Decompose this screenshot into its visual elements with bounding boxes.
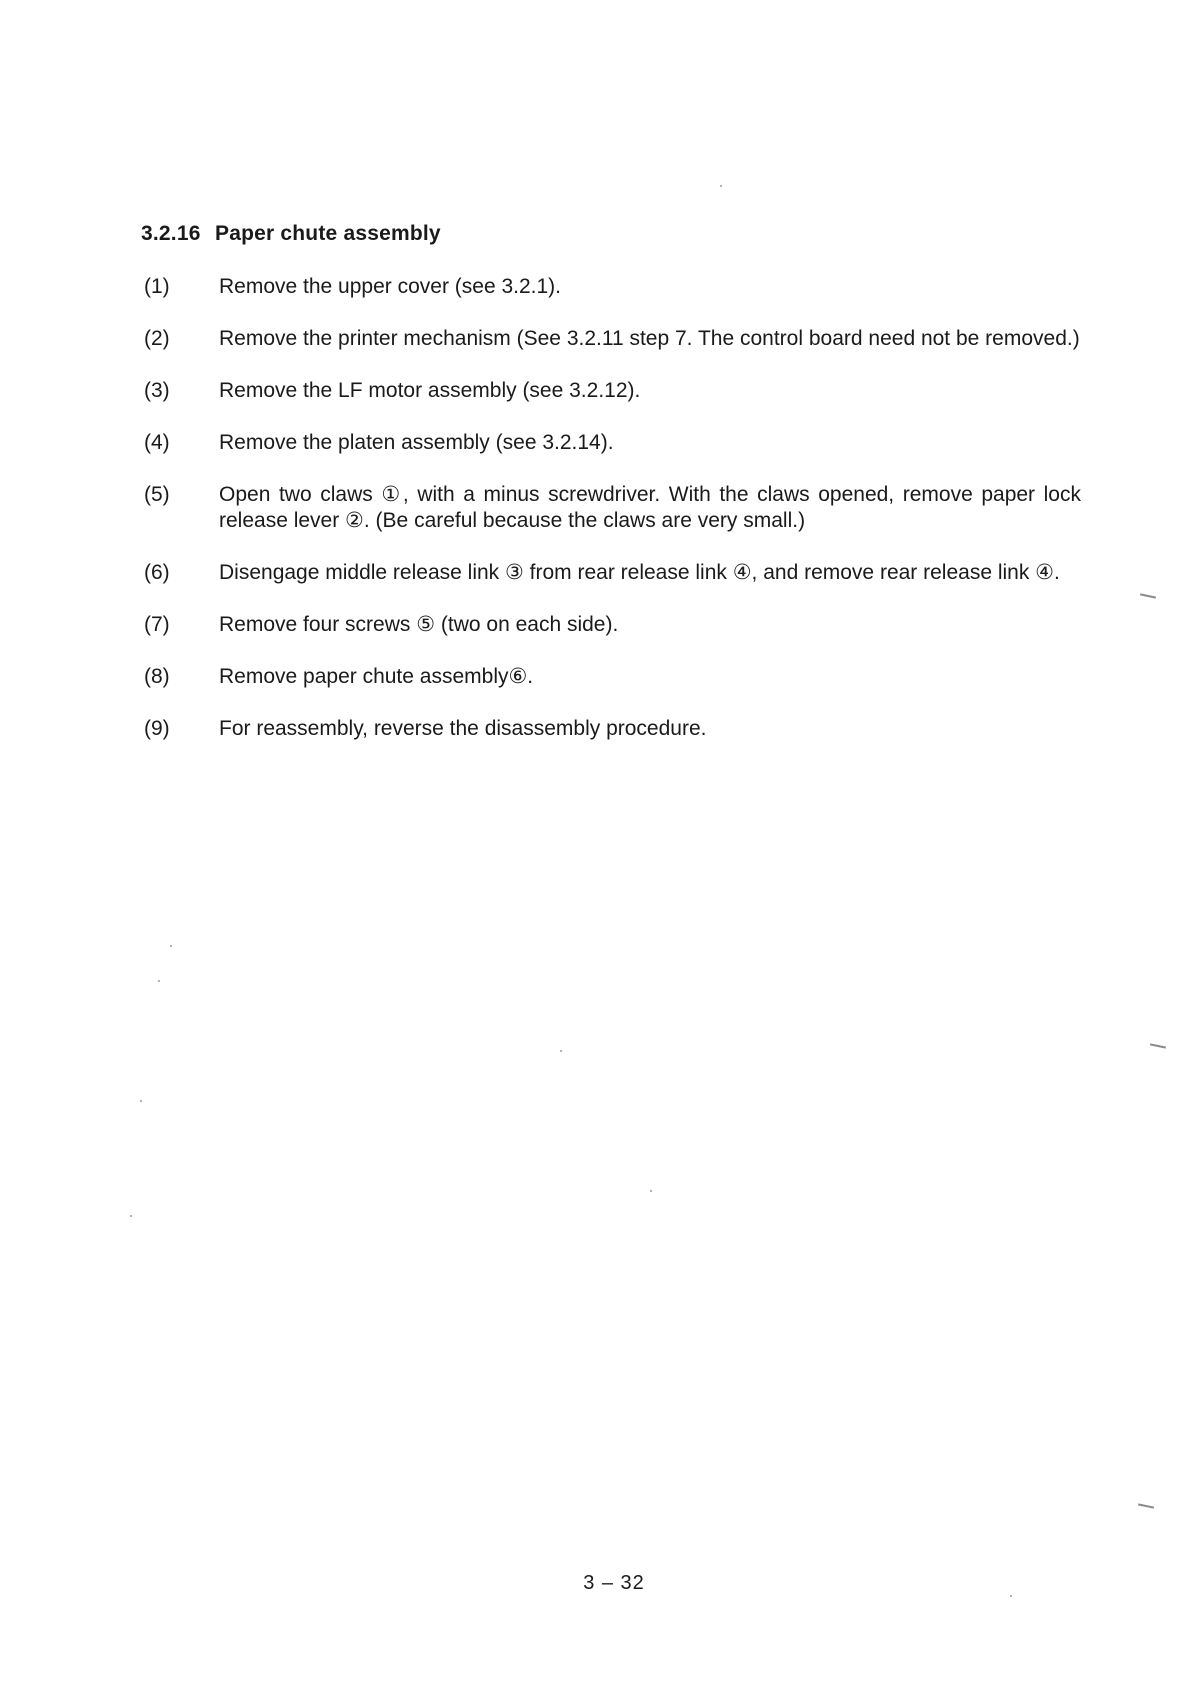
step-number: (8) (144, 665, 170, 688)
step-text: Remove the printer mechanism (See 3.2.11 step 7. The control board need not be removed.) (219, 327, 1080, 350)
procedure-steps (141, 274, 1081, 768)
scan-speck (140, 1100, 142, 1102)
step-text: Remove four screws ⑤ (two on each side). (219, 613, 619, 636)
step-number: (5) (144, 483, 170, 506)
scan-speck (130, 1215, 132, 1217)
step-number: (1) (144, 275, 170, 298)
step-text: Remove the platen assembly (see 3.2.14). (219, 431, 614, 454)
scan-mark (1138, 1503, 1154, 1508)
scan-speck (720, 185, 722, 187)
section-heading (141, 222, 441, 246)
step-text: For reassembly, reverse the disassembly procedure. (219, 717, 707, 740)
step-text: Open two claws ①, with a minus screwdriver. With the claws opened, remove paper lock release lever ②. (Be careful because the claws are very small.) (219, 483, 1081, 532)
step-item (141, 482, 1081, 534)
section-title: Paper chute assembly (215, 222, 441, 245)
page-number: 3 – 32 (583, 1572, 645, 1594)
step-item (141, 612, 1081, 638)
step-number: (9) (144, 717, 170, 740)
step-item (141, 326, 1081, 352)
step-text: Disengage middle release link ③ from rear release link ④, and remove rear release link ④. (219, 561, 1060, 584)
step-number: (6) (144, 561, 170, 584)
step-item (141, 430, 1081, 456)
section-number: 3.2.16 (141, 222, 201, 245)
scan-mark (1150, 1043, 1166, 1048)
scan-speck (1010, 1595, 1012, 1597)
scan-speck (158, 980, 160, 982)
step-item (141, 274, 1081, 300)
step-number: (7) (144, 613, 170, 636)
step-item (141, 716, 1081, 742)
step-item (141, 378, 1081, 404)
step-number: (3) (144, 379, 170, 402)
scan-speck (560, 1050, 562, 1052)
scan-mark (1140, 593, 1156, 598)
step-text: Remove paper chute assembly⑥. (219, 665, 534, 688)
step-number: (2) (144, 327, 170, 350)
step-text: Remove the upper cover (see 3.2.1). (219, 275, 562, 298)
scan-speck (650, 1190, 652, 1192)
step-item (141, 560, 1081, 586)
step-item (141, 664, 1081, 690)
scan-speck (170, 945, 172, 947)
step-text: Remove the LF motor assembly (see 3.2.12). (219, 379, 641, 402)
step-number: (4) (144, 431, 170, 454)
